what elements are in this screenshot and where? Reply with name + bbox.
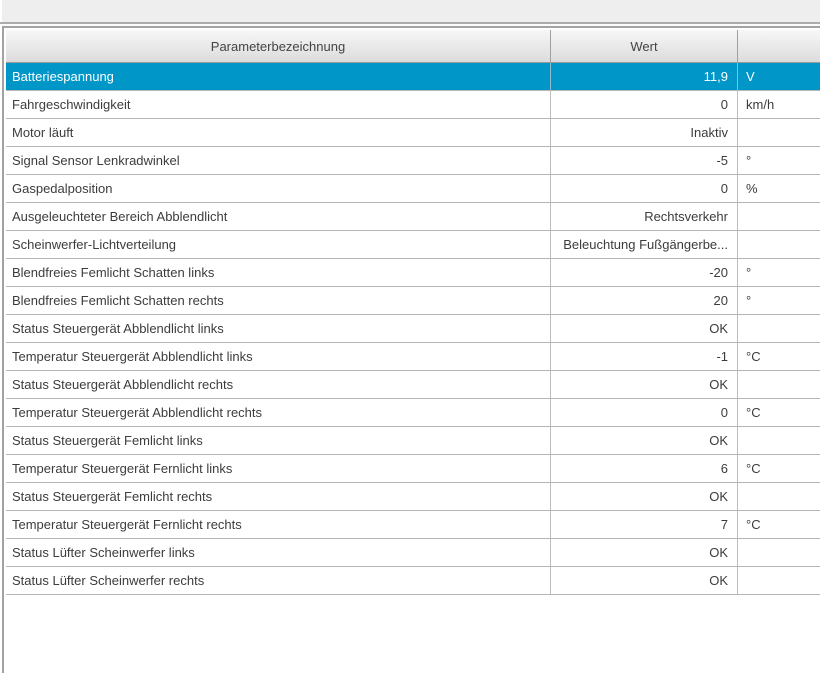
parameter-row[interactable]: [6, 119, 820, 147]
column-header-unit[interactable]: [738, 30, 820, 62]
parameter-row[interactable]: [6, 91, 820, 119]
value-cell: 20: [551, 287, 738, 314]
parameter-row[interactable]: [6, 287, 820, 315]
parameter-name-cell: Status Steuergerät Femlicht rechts: [6, 483, 551, 510]
parameter-name-cell: Signal Sensor Lenkradwinkel: [6, 147, 551, 174]
unit-cell: [738, 315, 820, 342]
top-panel-strip: [0, 0, 820, 22]
parameter-row[interactable]: [6, 259, 820, 287]
parameter-grid-container: [2, 26, 820, 673]
parameter-name-cell: Fahrgeschwindigkeit: [6, 91, 551, 118]
parameter-name-cell: Temperatur Steuergerät Abblendlicht links: [6, 343, 551, 370]
parameter-row[interactable]: [6, 399, 820, 427]
table-header-row: [6, 30, 820, 63]
parameter-name-cell: Blendfreies Femlicht Schatten rechts: [6, 287, 551, 314]
unit-cell: [738, 203, 820, 230]
unit-cell: °C: [746, 349, 761, 364]
column-header-parameter-name[interactable]: Parameterbezeichnung: [6, 30, 551, 62]
unit-cell: [738, 567, 820, 594]
unit-cell: °: [746, 153, 752, 168]
value-cell: Rechtsverkehr: [551, 203, 738, 230]
value-cell: Inaktiv: [551, 119, 738, 146]
parameter-name-cell: Status Steuergerät Abblendlicht links: [6, 315, 551, 342]
parameter-row[interactable]: [6, 539, 820, 567]
parameter-name-cell: Status Lüfter Scheinwerfer rechts: [6, 567, 551, 594]
value-cell: 0: [551, 175, 738, 202]
value-cell: 7: [551, 511, 738, 538]
value-cell: OK: [551, 539, 738, 566]
parameter-name-cell: Temperatur Steuergerät Fernlicht links: [6, 455, 551, 482]
unit-cell: [738, 539, 820, 566]
value-cell: 0: [551, 399, 738, 426]
unit-cell: °: [746, 265, 752, 280]
parameter-row[interactable]: [6, 427, 820, 455]
unit-cell: [738, 371, 820, 398]
unit-cell: %: [746, 181, 758, 196]
value-cell: 0: [551, 91, 738, 118]
unit-cell: [738, 427, 820, 454]
value-cell: OK: [551, 315, 738, 342]
parameter-name-cell: Batteriespannung: [6, 63, 551, 90]
value-cell: OK: [551, 567, 738, 594]
parameter-name-cell: Motor läuft: [6, 119, 551, 146]
parameter-row[interactable]: [6, 483, 820, 511]
parameter-name-cell: Status Steuergerät Femlicht links: [6, 427, 551, 454]
unit-cell: km/h: [746, 97, 775, 112]
parameter-name-cell: Temperatur Steuergerät Fernlicht rechts: [6, 511, 551, 538]
value-cell: 6: [551, 455, 738, 482]
column-header-value[interactable]: Wert: [551, 30, 738, 62]
parameter-name-cell: Ausgeleuchteter Bereich Abblendlicht: [6, 203, 551, 230]
parameter-row[interactable]: [6, 175, 820, 203]
parameter-row[interactable]: [6, 203, 820, 231]
table-body: [6, 63, 820, 595]
unit-cell: V: [746, 69, 755, 84]
unit-cell: °C: [746, 461, 761, 476]
unit-cell: [738, 119, 820, 146]
parameter-row[interactable]: [6, 147, 820, 175]
unit-cell: °C: [746, 405, 761, 420]
unit-cell: [738, 483, 820, 510]
parameter-table: [6, 30, 820, 595]
parameter-name-cell: Blendfreies Femlicht Schatten links: [6, 259, 551, 286]
parameter-row[interactable]: [6, 343, 820, 371]
unit-cell: °C: [746, 517, 761, 532]
value-cell: Beleuchtung Fußgängerbe...: [551, 231, 738, 258]
parameter-name-cell: Status Steuergerät Abblendlicht rechts: [6, 371, 551, 398]
value-cell: -20: [551, 259, 738, 286]
parameter-row[interactable]: [6, 371, 820, 399]
parameter-name-cell: Status Lüfter Scheinwerfer links: [6, 539, 551, 566]
value-cell: OK: [551, 427, 738, 454]
parameter-row[interactable]: [6, 315, 820, 343]
parameter-row[interactable]: [6, 63, 820, 91]
parameter-row[interactable]: [6, 567, 820, 595]
value-cell: -5: [551, 147, 738, 174]
value-cell: OK: [551, 483, 738, 510]
parameter-name-cell: Temperatur Steuergerät Abblendlicht rechts: [6, 399, 551, 426]
value-cell: OK: [551, 371, 738, 398]
parameter-row[interactable]: [6, 455, 820, 483]
value-cell: -1: [551, 343, 738, 370]
parameter-name-cell: Gaspedalposition: [6, 175, 551, 202]
parameter-row[interactable]: [6, 231, 820, 259]
unit-cell: [738, 231, 820, 258]
parameter-row[interactable]: [6, 511, 820, 539]
unit-cell: °: [746, 293, 752, 308]
parameter-name-cell: Scheinwerfer-Lichtverteilung: [6, 231, 551, 258]
value-cell: 11,9: [551, 63, 738, 90]
